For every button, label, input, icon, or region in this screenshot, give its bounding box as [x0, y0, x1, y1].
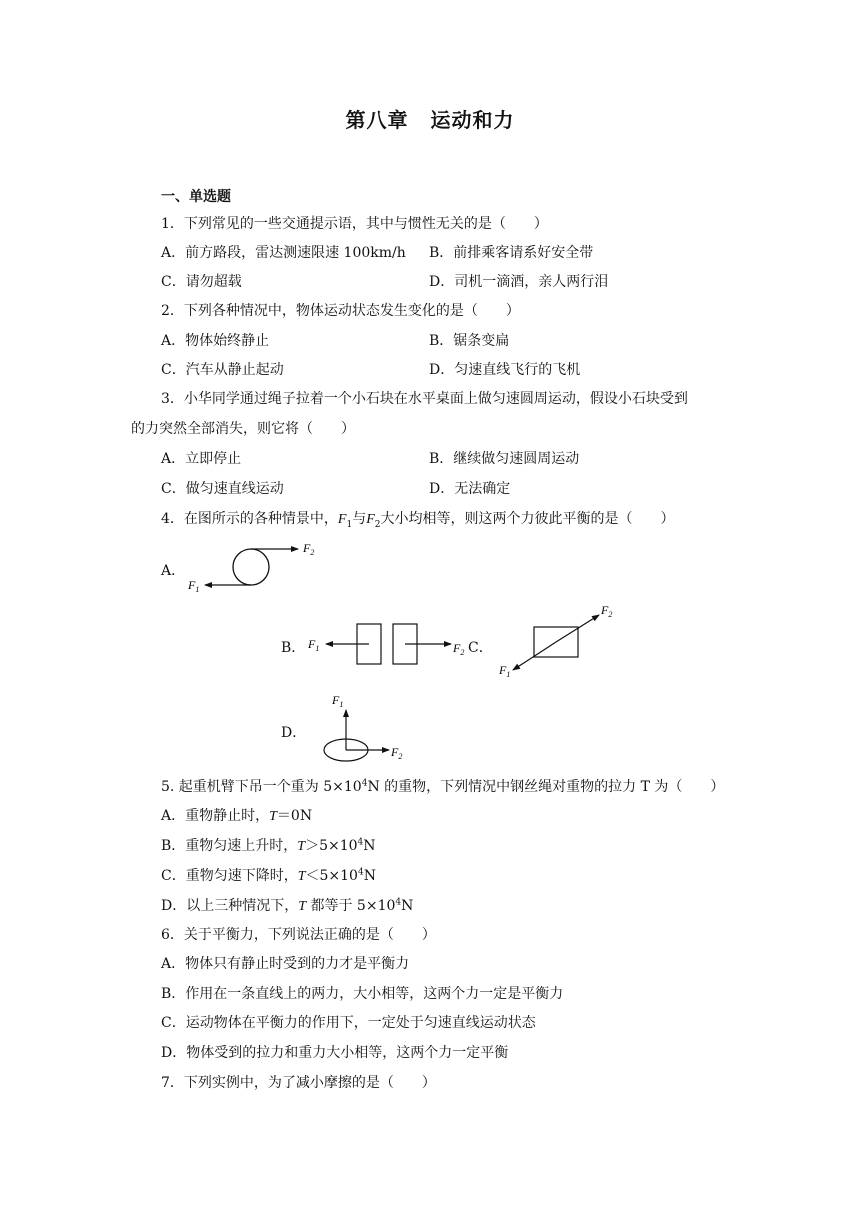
q2-option-a: A．物体始终静止 — [161, 333, 270, 349]
f2-label: $F_2$ — [303, 541, 315, 557]
q1-option-a: A．前方路段，雷达测速限速 100km/h — [161, 245, 406, 261]
q3-option-d: D．无法确定 — [429, 481, 511, 497]
f2-label: $F_2$ — [391, 745, 403, 761]
q2-option-d: D．匀速直线飞行的飞机 — [429, 362, 581, 378]
f1-label: $F_1$ — [308, 637, 320, 653]
q4-stem: 4．在图所示的各种情景中，$F_1$与$F_2$大小均相等，则这两个力彼此平衡的是（ ） — [161, 511, 675, 530]
q5-stem: 5. 起重机臂下吊一个重为 $5\times 10^4N$ 的重物，下列情况中钢丝绳对重物的拉力 T 为（ ） — [161, 778, 725, 795]
q4-label-d: D． — [281, 725, 307, 741]
q3-option-b: B．继续做匀速圆周运动 — [429, 451, 580, 467]
q3-option-c: C．做匀速直线运动 — [161, 481, 284, 497]
q6-option-b: B．作用在一条直线上的两力，大小相等，这两个力一定是平衡力 — [161, 986, 564, 1002]
f1-label: $F_1$ — [188, 578, 200, 594]
q5-option-d: D．以上三种情况下，T 都等于 $5\times 10^4N$ — [161, 897, 414, 914]
q7-stem: 7．下列实例中，为了减小摩擦的是（ ） — [161, 1075, 436, 1091]
q6-stem: 6．关于平衡力，下列说法正确的是（ ） — [161, 927, 436, 943]
q1-option-c: C．请勿超载 — [161, 274, 242, 290]
q5-option-a: A．重物静止时，T＝0N — [161, 808, 313, 824]
q2-stem: 2．下列各种情况中，物体运动状态发生变化的是（ ） — [161, 303, 520, 319]
q2-option-c: C．汽车从静止起动 — [161, 362, 284, 378]
q3-stem-line1: 3．小华同学通过绳子拉着一个小石块在水平桌面上做匀速圆周运动，假设小石块受到 — [161, 391, 688, 407]
q4-label-a: A． — [161, 563, 186, 579]
q3-stem-line2: 的力突然全部消失，则它将（ ） — [131, 421, 355, 437]
page-title — [0, 104, 860, 133]
q1-option-b: B．前排乘客请系好安全带 — [429, 245, 594, 261]
f1-label: $F_1$ — [499, 663, 511, 679]
figure-d — [302, 690, 412, 766]
q1-stem: 1．下列常见的一些交通提示语，其中与惯性无关的是（ ） — [161, 216, 548, 232]
q2-option-b: B．锯条变扁 — [429, 333, 510, 349]
section-heading: 一、单选题 — [161, 189, 231, 205]
figure-b — [303, 620, 473, 670]
q4-label-c: C． — [468, 640, 493, 656]
f2-label: $F_2$ — [453, 641, 465, 657]
figure-c — [492, 600, 622, 682]
q6-option-c: C．运动物体在平衡力的作用下，一定处于匀速直线运动状态 — [161, 1015, 536, 1031]
chapter-number: 第八章 — [345, 108, 409, 132]
circle — [233, 549, 269, 585]
q5-option-b: B．重物匀速上升时，$T>5\times 10^4N$ — [161, 837, 376, 854]
figure-a — [180, 538, 330, 598]
q3-option-a: A．立即停止 — [161, 451, 242, 467]
q6-option-a: A．物体只有静止时受到的力才是平衡力 — [161, 956, 410, 972]
f2-label: $F_2$ — [601, 603, 613, 619]
q5-option-c: C．重物匀速下降时，$T<5\times 10^4N$ — [161, 867, 376, 884]
q4-label-b: B． — [281, 640, 306, 656]
f1-label: $F_1$ — [332, 693, 344, 709]
q6-option-d: D．物体受到的拉力和重力大小相等，这两个力一定平衡 — [161, 1045, 509, 1061]
chapter-name: 运动和力 — [430, 108, 515, 132]
q1-option-d: D．司机一滴酒，亲人两行泪 — [429, 274, 609, 290]
